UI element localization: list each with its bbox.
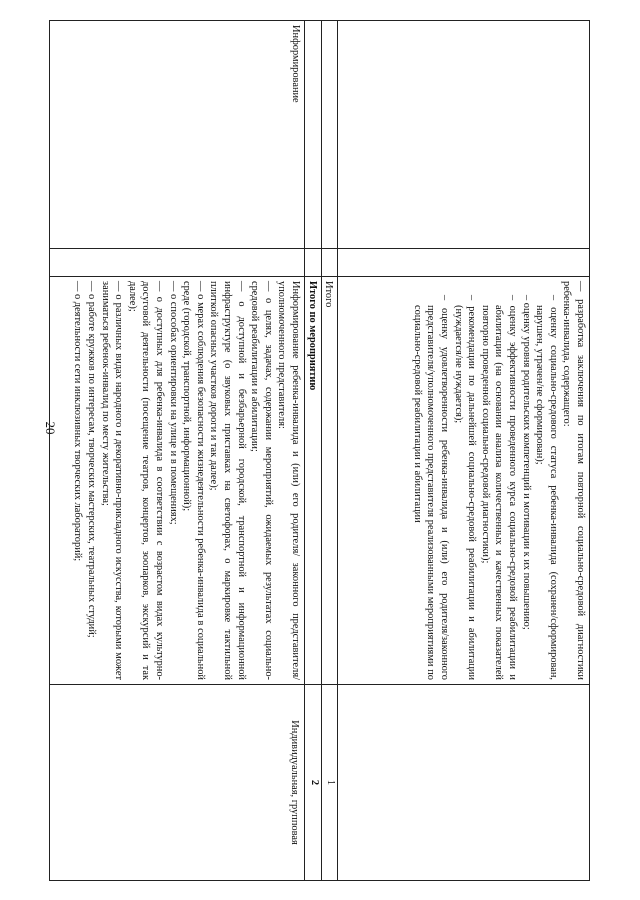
block2-paragraph: — о доступной и безбарьерной городской, транспортной и информационной инфраструктуре (о звуковых приставках на светофорах, о маркировке тактильной плиткой опасных участков дороги и так далее); — [208, 281, 247, 680]
activity-cell-empty — [321, 21, 337, 249]
activity-name: Информирование — [49, 21, 304, 249]
block2-paragraph: — о деятельности сети инклюзивных творческих лабораторий; — [72, 281, 84, 562]
block1-item: – оценку уровня родительских компетенций и мотивации к их повышению; — [520, 295, 532, 630]
block2-paragraph: — о различных видах народного и декоративно-прикладного искусства, которыми может заниматься ребенок-инвалид по месту жительства; — [99, 281, 125, 680]
block1-item: – рекомендации по дальнейшей социально-средовой реабилитации и абилитации (нуждается/не нуждается); — [452, 295, 478, 680]
block2-paragraph: — о работе кружков по интересам, творческих мастерских, театральных студий; — [86, 281, 98, 638]
grand-total-value: 2 — [304, 685, 321, 881]
block1-content — [337, 277, 589, 685]
spacer-cell — [49, 249, 304, 277]
activity-cell-empty — [337, 21, 589, 249]
form-cell-empty — [337, 685, 589, 881]
spacer-cell — [321, 249, 337, 277]
block2-paragraph: — о целях, задачах, содержании мероприятий, ожидаемых результатах социально-средовой реабилитации и абилитации; — [249, 281, 274, 680]
form-of-work: Индивидуальная, групповая — [49, 685, 304, 881]
grand-total-label: Итого по мероприятию — [304, 277, 321, 685]
total-label: Итого — [321, 277, 337, 685]
activity-cell-empty — [304, 21, 321, 249]
block2-paragraph: — о доступных для ребенка-инвалида в соответствии с возрастом видах культурно-досуговой деятельности (посещение театров, концертов, зоопарков, экскурсий и так далее); — [126, 281, 166, 680]
block1-intro: — разработка заключения по итогам повторной социально-средовой диагностики ребенка-инвалида, содержащего: — [561, 281, 586, 680]
block2-content — [49, 277, 304, 685]
block2-paragraph: — о способах ориентировки на улице и в помещениях; — [167, 281, 179, 525]
total-value: 1 — [321, 685, 337, 881]
block2-paragraph: — о мерах соблюдения безопасности жизнедеятельности ребенка-инвалида в социальной среде (городской, транспортной, информационной); — [181, 281, 206, 680]
block1-item: – оценку удовлетворенности ребенка-инвалида и (или) его родителя/законного представителя/уполномоченного представителя реализованными мероприятиями по социально-средовой реабилитации и абилитации — [411, 295, 451, 680]
activities-table — [49, 20, 590, 881]
spacer-cell — [304, 249, 321, 277]
block1-item: – оценку социально-средового статуса ребенка-инвалида (сохранен/сформирован, нарушен, утрачен/не сформирован); — [534, 295, 559, 680]
spacer-cell — [337, 249, 589, 277]
block2-paragraph: Информирование ребенка-инвалида и (или) его родителя/ законного представителя/уполномоченного представителя: — [276, 281, 301, 680]
rotated-table-page — [50, 20, 590, 880]
page-number: 20 — [43, 421, 58, 435]
block1-item: – оценку эффективности проведенного курса социально-средовой реабилитации и абилитации (на основании анализа количественных и качественных показателей повторно проведенной социально-средовой диагностики); — [479, 295, 519, 680]
